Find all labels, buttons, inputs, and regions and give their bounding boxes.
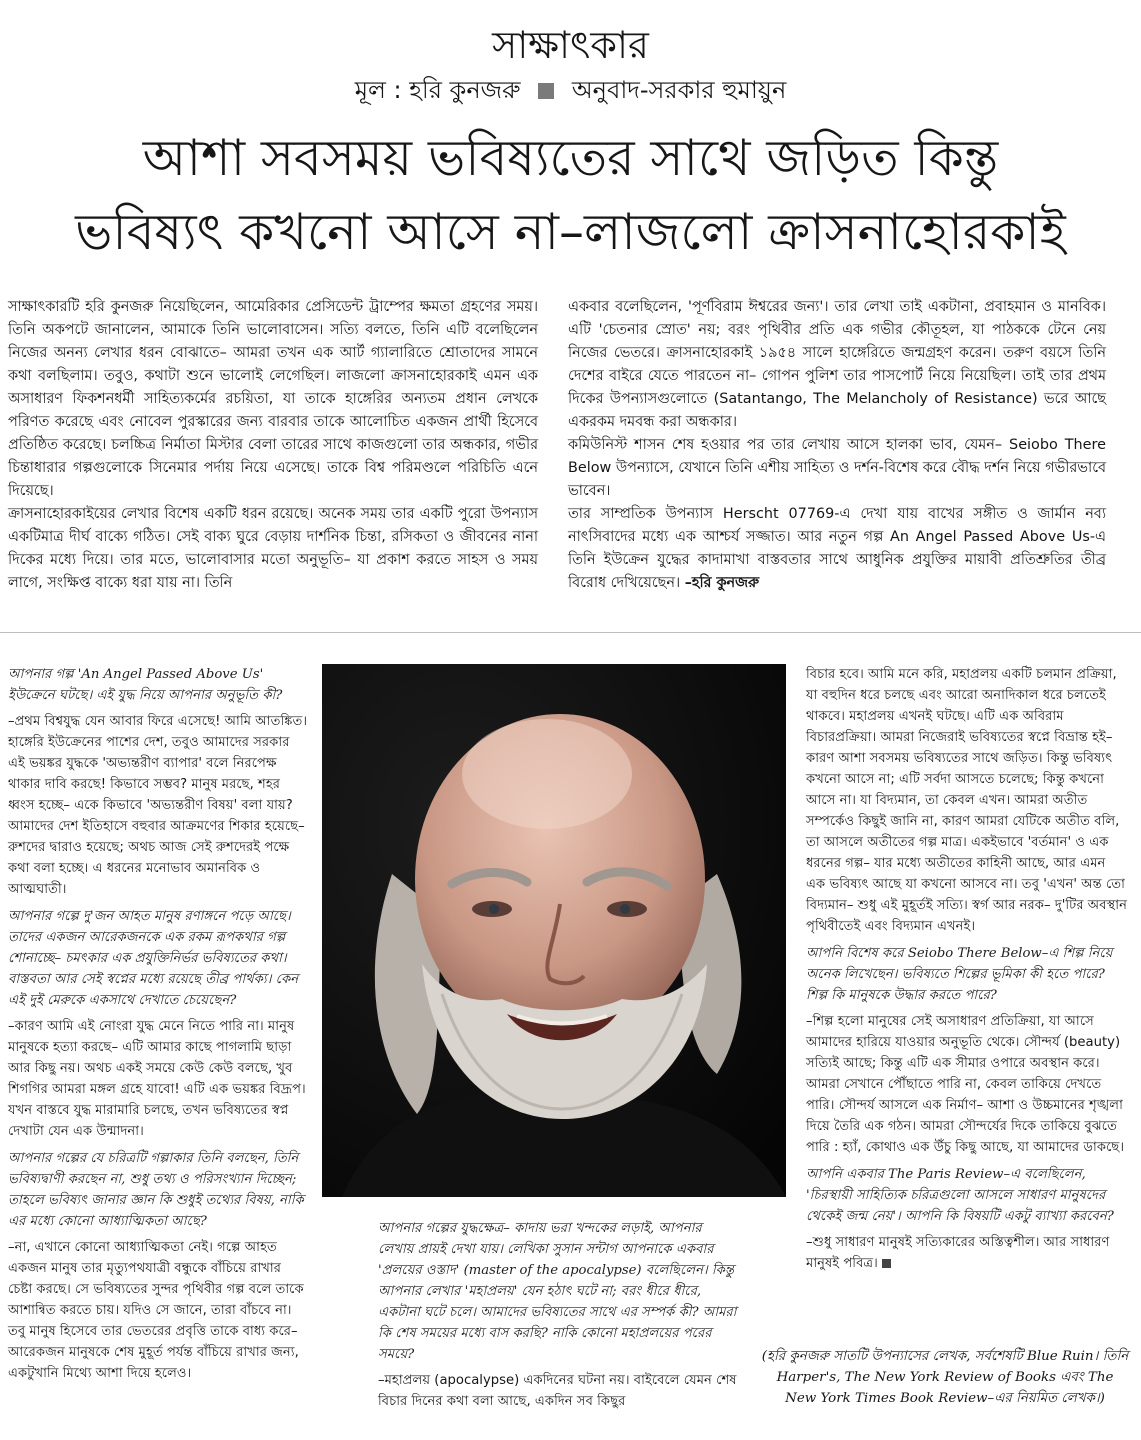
intro-paragraph: সাক্ষাৎকারটি হরি কুনজরু নিয়েছিলেন, আমেরিকার প্রেসিডেন্ট ট্রাম্পের ক্ষমতা গ্রহণের সময়। তিনি অকপটে জানালেন, আমাকে তিনি ভালোবাসেন। সত্যি বলতে, তিনি এটি বলেছিলেন নিজের অনন্য লেখার ধরন বোঝাতে– আমরা তখন এক আর্ট গ্যালারিতে শ্রোতাদের সামনে কথা বলছিলাম। তবুও, কথাটা শুনে ভালোই লেগেছিল। লাজলো ক্রাসনাহোরকাই এমন এক অসাধারণ ফিকশনধর্মী সাহিত্যকর্মের রচয়িতা, যা তাকে হাঙ্গেরির অন্যতম প্রধান লেখকে পরিণত করেছে এবং নোবেল পুরস্কারের জন্য বারবার তাকে আলোচিত একজন প্রার্থী হিসেবে প্রতিষ্ঠিত করেছে। চলচ্চিত্র নির্মাতা মিস্টার বেলা তারের সাথে কাজগুলো তার অন্ধকার, গভীর চিন্তাধারার গল্পগুলোকে সিনেমার পর্দায় নিয়ে এসেছে। তাকে বিশ্ব পরিমণ্ডলে পরিচিতি এনে দিয়েছে। — [8, 299, 538, 499]
author-note: (হরি কুনজরু সাতটি উপন্যাসের লেখক, সর্বশেষটি Blue Ruin। তিনি Harper's, The New York Review of Books এবং The New York Times Book Review–এর নিয়মিত লেখক।) — [761, 1349, 1129, 1406]
intro-paragraph: কমিউনিস্ট শাসন শেষ হওয়ার পর তার লেখায় আসে হালকা ভাব, যেমন– Seiobo There Below উপন্যাসে, যেখানে তিনি এশীয় সাহিত্য ও দর্শন-বিশেষ করে বৌদ্ধ দর্শন নিয়ে গভীরভাবে ভাবেন। — [568, 437, 1106, 499]
question: আপনি একবার The Paris Review–এ বলেছিলেন, 'চিরস্থায়ী সাহিত্যিক চরিত্রগুলো আসলে সাধারণ মানুষদের থেকেই জন্ম নেয়'। আপনি কি বিষয়টি একটু ব্যাখ্যা করবেন? — [806, 1167, 1114, 1224]
byline — [0, 74, 1141, 106]
intro-paragraph: তার সাম্প্রতিক উপন্যাস Herscht 07769-এ দেখা যায় বাখের সঙ্গীত ও জার্মান নব্য নাৎসিবাদের মধ্যে এক আশ্চর্য সজ্জাত। আর নতুন গল্প An Angel Passed Above Us-এ তিনি ইউক্রেন যুদ্ধের কাদামাখা বাস্তবতার সাথে আধুনিক প্রযুক্তির মায়াবী প্রতিশ্রুতির তীব্র বিরোধ দেখিয়েছেন। –হরি কুনজরু — [568, 506, 1106, 591]
answer: –কারণ আমি এই নোংরা যুদ্ধ মেনে নিতে পারি না। মানুষ মানুষকে হত্যা করছে– এটি আমার কাছে পাগলামি ছাড়া আর কিছু নয়। অথচ একই সময়ে কেউ কেউ বলছে, খুব শিগগির আমরা মঙ্গল গ্রহে যাবো! এটি এক ভয়ঙ্কর বিদ্রূপ। যখন বাস্তবে যুদ্ধ মারামারি চলছে, তখন ভবিষ্যতের স্বপ্ন দেখাটা যেন এক উন্মাদনা। — [8, 1019, 306, 1139]
question: আপনার গল্পে দু'জন আহত মানুষ রণাঙ্গনে পড়ে আছে। তাদের একজন আরেকজনকে এক রকম রূপকথার গল্প শোনাচ্ছে– চমৎকার এক প্রযুক্তিনির্ভর ভবিষ্যতের কথা। বাস্তবতা আর সেই স্বপ্নের মধ্যে রয়েছে তীব্র পার্থক্য। কেন এই দুই মেরুকে একসাথে দেখাতে চেয়েছেন? — [8, 909, 299, 1008]
intro-signature: –হরি কুনজরু — [684, 575, 760, 591]
intro-right-column — [568, 296, 1106, 595]
gray-square-icon — [538, 83, 554, 99]
question: আপনার গল্প 'An Angel Passed Above Us' ইউক্রেনে ঘটছে। এই যুদ্ধ নিয়ে আপনার অনুভূতি কী? — [8, 667, 283, 703]
portrait-photo-icon — [322, 664, 786, 1197]
question: আপনি বিশেষ করে Seiobo There Below–এ শিল্প নিয়ে অনেক লিখেছেন। ভবিষ্যতে শিল্পের ভূমিকা কী হতে পারে? শিল্প কি মানুষকে উদ্ধার করতে পারে? — [806, 946, 1113, 1003]
headline-line-2: ভবিষ্যৎ কখনো আসে না–লাজলো ক্রাসনাহোরকাই — [75, 203, 1066, 261]
intro-paragraph: ক্রাসনাহোরকাইয়ের লেখার বিশেষ একটি ধরন রয়েছে। অনেক সময় তার একটি পুরো উপন্যাস একটিমাত্র দীর্ঘ বাক্যে গঠিত। সেই বাক্য ঘুরে বেড়ায় দার্শনিক চিন্তা, রসিকতা ও জীবনের নানা দিকের মধ্যে দিয়ে। তার মতে, ভালোবাসার মতো অনুভূতি– যা প্রকাশ করতে সাহস ও সময় লাগে, সংক্ষিপ্ত বাক্যে ধরা যায় না। তিনি — [8, 506, 538, 591]
answer: –প্রথম বিশ্বযুদ্ধ যেন আবার ফিরে এসেছে! আমি আতঙ্কিত। হাঙ্গেরি ইউক্রেনের পাশের দেশ, তবুও আমাদের সরকার এই ভয়ঙ্কর যুদ্ধকে 'অভ্যন্তরীণ ব্যাপার' বলে নিরপেক্ষ থাকার দাবি করছে! কিভাবে সম্ভব? মানুষ মরছে, শহর ধ্বংস হচ্ছে– একে কিভাবে 'অভ্যন্তরীণ বিষয়' বলা যায়? আমাদের দেশ ইতিহাসে বহুবার আক্রমণের শিকার হয়েছে– রুশদের দ্বারাও হয়েছে; অথচ আজ সেই রুশদেরই পক্ষে কথা বলা হচ্ছে। এ ধরনের মনোভাব অমানবিক ও আত্মঘাতী। — [8, 714, 308, 897]
section-divider — [0, 632, 1141, 633]
intro-left-column — [8, 296, 538, 595]
interview-middle-column — [378, 1218, 740, 1418]
interview-right-column — [806, 664, 1128, 1280]
portrait-photo — [322, 664, 786, 1197]
byline-translation: অনুবাদ-সরকার হুমায়ুন — [571, 76, 787, 104]
question: আপনার গল্পের যে চরিত্রটি গল্পাকার তিনি বলছেন, তিনি ভবিষ্যদ্বাণী করছেন না, শুধু তথ্য ও পরিসংখ্যান দিচ্ছেন; তাহলে ভবিষ্যৎ জানার জ্ঞান কি শুধুই তথ্যের বিষয়, নাকি এর মধ্যে কোনো আধ্যাত্মিকতা আছে? — [8, 1151, 304, 1229]
answer: বিচার হবে। আমি মনে করি, মহাপ্রলয় একটি চলমান প্রক্রিয়া, যা বহুদিন ধরে চলছে এবং আরো অনাদিকাল ধরে চলতেই থাকবে। মহাপ্রলয় এখনই ঘটছে। এটি এক অবিরাম বিচারপ্রক্রিয়া। আমরা নিজেরাই ভবিষ্যতের স্বপ্নে বিভ্রান্ত হই– কারণ আশা সবসময় ভবিষ্যতের সাথে জড়িত। কিন্তু ভবিষ্যৎ কখনো আসে না; এটি সর্বদা আসতে চলেছে; কিন্তু কখনো আসে না। যা বিদ্যমান, তা কেবল এখন। আমরা অতীত সম্পর্কেও কিছুই জানি না, কারণ আমরা যেটিকে অতীত বলি, তা আসলে অতীতের গল্প মাত্র। একইভাবে 'বর্তমান' ও এক ধরনের গল্প– যার মধ্যে অতীতের কাহিনী আছে, আর এমন এক ভবিষ্যৎ আছে যা কখনো আসবে না। তবু 'এখন' অন্ত তো বিদ্যমান– শুধু এই মুহূর্তই সত্যি। স্বর্গ আর নরক– দু'টির অবস্থান পৃথিবীতেই এবং বিদ্যমান এখনই। — [806, 667, 1127, 934]
answer: –না, এখানে কোনো আধ্যাত্মিকতা নেই। গল্পে আহত একজন মানুষ তার মৃত্যুপথযাত্রী বন্ধুকে বাঁচিয়ে রাখার চেষ্টা করছে। সে ভবিষ্যতের সুন্দর পৃথিবীর গল্প বলে তাকে আশান্বিত করতে চায়। যদিও সে জানে, তারা বাঁচবে না। তবু মানুষ হিসেবে তার ভেতরের প্রবৃত্তি তাকে বাধ্য করে– আরেকজন মানুষকে শেষ মুহূর্ত পর্যন্ত বাঁচিয়ে রাখার জন্য, একটুখানি মিথ্যে আশা দিয়ে হলেও। — [8, 1240, 304, 1381]
answer: –শিল্প হলো মানুষের সেই অসাধারণ প্রতিক্রিয়া, যা আসে আমাদের হারিয়ে যাওয়ার অনুভূতি থেকে। সৌন্দর্য (beauty) সত্যিই আছে; কিন্তু এটি এক সীমার ওপারে অবস্থান করে। আমরা সেখানে পৌঁছাতে পারি না, কেবল তাকিয়ে দেখতে পারি। সৌন্দর্য আসলে এক নির্মাণ– আশা ও উচ্চমানের শৃঙ্খলা দিয়ে তৈরি এক গঠন। আমরা সৌন্দর্যের দিকে তাকিয়ে বুঝতে পারি : হ্যাঁ, কোথাও এক উঁচু কিছু আছে, যা আমাদের ডাকছে। — [806, 1014, 1125, 1155]
answer: –শুধু সাধারণ মানুষই সত্যিকারের অস্তিত্বশীল। আর সাধারণ মানুষই পবিত্র। — [806, 1235, 1110, 1271]
end-square-icon — [882, 1259, 891, 1268]
byline-original: মূল : হরি কুনজরু — [354, 76, 521, 104]
headline-line-1: আশা সবসময় ভবিষ্যতের সাথে জড়িত কিন্তু — [142, 129, 999, 187]
answer: –মহাপ্রলয় (apocalypse) একদিনের ঘটনা নয়। বাইবেলে যেমন শেষ বিচার দিনের কথা বলা আছে, একদিন সব কিছুর — [378, 1373, 737, 1409]
intro-paragraph: একবার বলেছিলেন, 'পূর্ণবিরাম ঈশ্বরের জন্য'। তার লেখা তাই একটানা, প্রবাহমান ও মানবিক। এটি 'চেতনার স্রোত' নয়; বরং পৃথিবীর প্রতি এক গভীর কৌতূহল, যা পাঠককে টেনে নেয় নিজের ভেতরে। ক্রাসনাহোরকাই ১৯৫৪ সালে হাঙ্গেরিতে জন্মগ্রহণ করেন। তরুণ বয়সে তিনি দেশের বাইরে যেতে পারতেন না– গোপন পুলিশ তার পাসপোর্ট নিয়ে নিয়েছিল। তাই তার প্রথম দিকের উপন্যাসগুলোতে (Satantango, The Melancholy of Resistance) ভরে আছে একরকম দমবন্ধ করা অন্ধকার। — [568, 299, 1106, 430]
question: আপনার গল্পের যুদ্ধক্ষেত্র– কাদায় ভরা খন্দকের লড়াই, আপনার লেখায় প্রায়ই দেখা যায়। লেখিকা সুসান সন্টাগ আপনাকে একবার 'প্রলয়ের ওস্তাদ' (master of the apocalypse) বলেছিলেন। কিন্তু আপনার লেখার 'মহাপ্রলয়' যেন হঠাৎ ঘটে না; বরং ধীরে ধীরে, একটানা ঘটে চলে। আমাদের ভবিষ্যতের সাথে এর সম্পর্ক কী? আমরা কি শেষ সময়ের মধ্যে বাস করছি? নাকি কোনো মহাপ্রলয়ের পরের সময়ে? — [378, 1221, 737, 1362]
interview-left-column — [8, 664, 308, 1390]
section-label: সাক্ষাৎকার — [492, 23, 649, 67]
